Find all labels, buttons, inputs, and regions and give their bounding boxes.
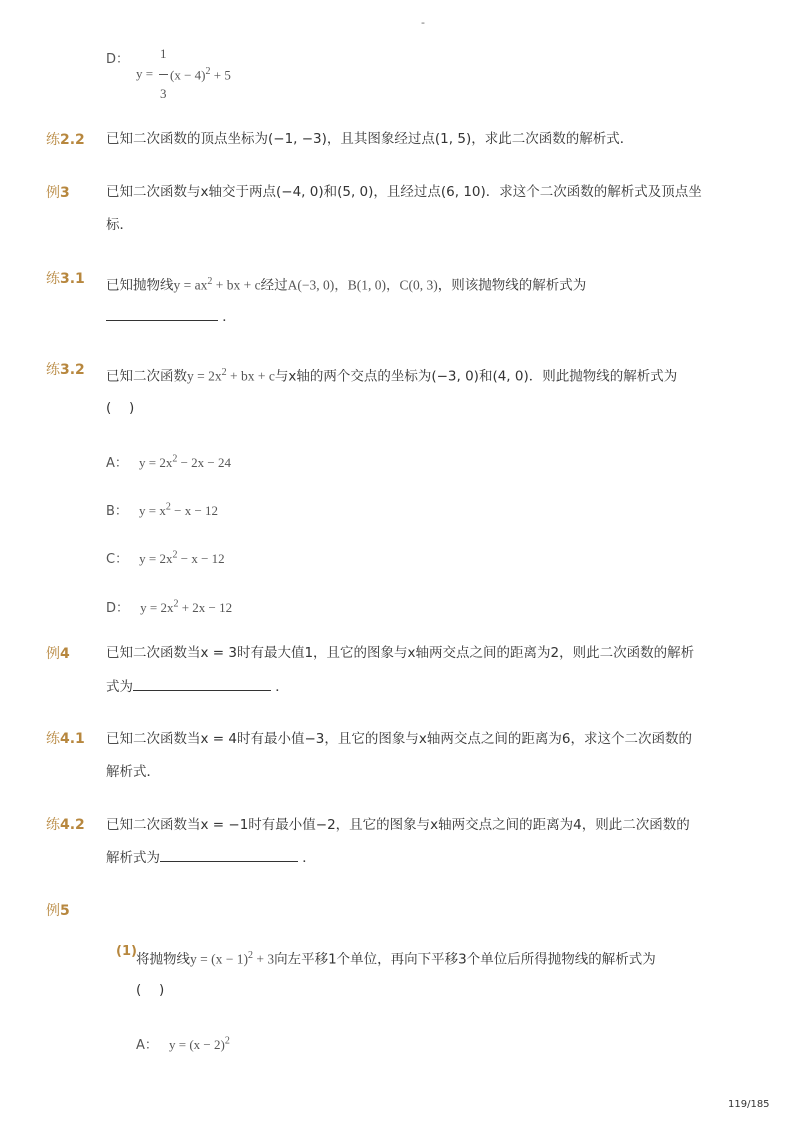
example-text-4-line2: 式为 ． <box>106 676 289 697</box>
option-b-3-2[interactable] <box>106 500 218 519</box>
example-text-3-line2: 标． <box>106 217 133 233</box>
problem-label-4-2: 练4.2 <box>46 817 85 833</box>
prev-option-d-frac-bar <box>159 74 168 75</box>
header-mark: - <box>421 16 425 29</box>
option-label: D： <box>106 601 130 616</box>
problem-label-3-1: 练3.1 <box>46 271 85 287</box>
problem-label-2-2: 练2.2 <box>46 132 85 148</box>
problem-text-3-1: 已知抛物线$y = ax^2$ + bx + c经过A(−3, 0)，B(1, 0)，C(0, 3)，则该抛物线的解析式为 <box>106 276 587 294</box>
option-label: A： <box>106 456 128 471</box>
prev-option-d-frac-num: 1 <box>160 46 167 61</box>
option-a-3-2[interactable] <box>106 452 231 471</box>
problem-text-2-2: 已知二次函数的顶点坐标为(−1, −3)，且其图象经过点(1, 5)，求此二次函数的解析式． <box>106 131 634 147</box>
option-c-3-2[interactable] <box>106 548 225 567</box>
option-d-3-2[interactable] <box>106 597 232 616</box>
option-formula: $y = (x - 2)^2$ <box>169 1035 230 1052</box>
problem-label-4-1: 练4.1 <box>46 731 85 747</box>
answer-paren-3-2: ( ) <box>106 400 135 416</box>
problem-3-1-answer: ． <box>106 306 236 327</box>
sub-question-text: 将抛物线$y = (x - 1)^2 + 3$向左平移1个单位，再向下平移3个单位后所得抛物线的解析式为 <box>136 950 656 968</box>
option-formula: $y = x^2 - x - 12$ <box>139 501 219 518</box>
example-label-3: 例3 <box>46 185 70 201</box>
option-label: B： <box>106 504 128 519</box>
answer-paren-5-1: ( ) <box>136 982 165 998</box>
answer-blank[interactable] <box>133 676 271 691</box>
option-label: A： <box>136 1038 158 1053</box>
problem-label-3-2: 练3.2 <box>46 362 85 378</box>
answer-blank[interactable] <box>160 847 298 862</box>
option-a-5-1[interactable] <box>136 1034 230 1053</box>
option-formula: $y = 2x^2 + 2x - 12$ <box>140 598 233 615</box>
prev-option-d-label: D： <box>106 52 130 67</box>
example-text-3-line1: 已知二次函数与x轴交于两点(−4, 0)和(5, 0)，且经过点(6, 10)．求这个二次函数的解析式及顶点坐 <box>106 184 702 200</box>
problem-text-4-1-line2: 解析式． <box>106 764 160 780</box>
option-formula: $y = 2x^2 - x - 12$ <box>139 549 225 566</box>
answer-blank[interactable] <box>106 306 218 321</box>
option-label: C： <box>106 552 129 567</box>
problem-text-4-1-line1: 已知二次函数当x = 4时有最小值−3，且它的图象与x轴两交点之间的距离为6，求这个二次函数的 <box>106 731 692 747</box>
example-text-4-line1: 已知二次函数当x = 3时有最大值1，且它的图象与x轴两交点之间的距离为2，则此二次函数的解析 <box>106 645 695 661</box>
problem-text-4-2-line2: 解析式为 ． <box>106 847 316 868</box>
example-label-4: 例4 <box>46 646 70 662</box>
problem-text-4-2-line1: 已知二次函数当x = −1时有最小值−2，且它的图象与x轴两交点之间的距离为4，则此二次函数的 <box>106 817 690 833</box>
prev-option-d-formula-rest: $(x - 4)^2 + 5$ <box>170 66 231 83</box>
prev-option-d-frac-den: 3 <box>160 86 167 101</box>
page-number: 119/185 <box>728 1099 770 1110</box>
option-formula: $y = 2x^2 - 2x - 24$ <box>139 453 232 470</box>
example-label-5: 例5 <box>46 903 70 919</box>
problem-text-3-2: 已知二次函数$y = 2x^2$ + bx + c与x轴的两个交点的坐标为(−3, 0)和(4, 0)．则此抛物线的解析式为 <box>106 367 678 385</box>
sub-question-number: (1) <box>116 944 137 959</box>
prev-option-d-formula: y = <box>136 66 154 81</box>
